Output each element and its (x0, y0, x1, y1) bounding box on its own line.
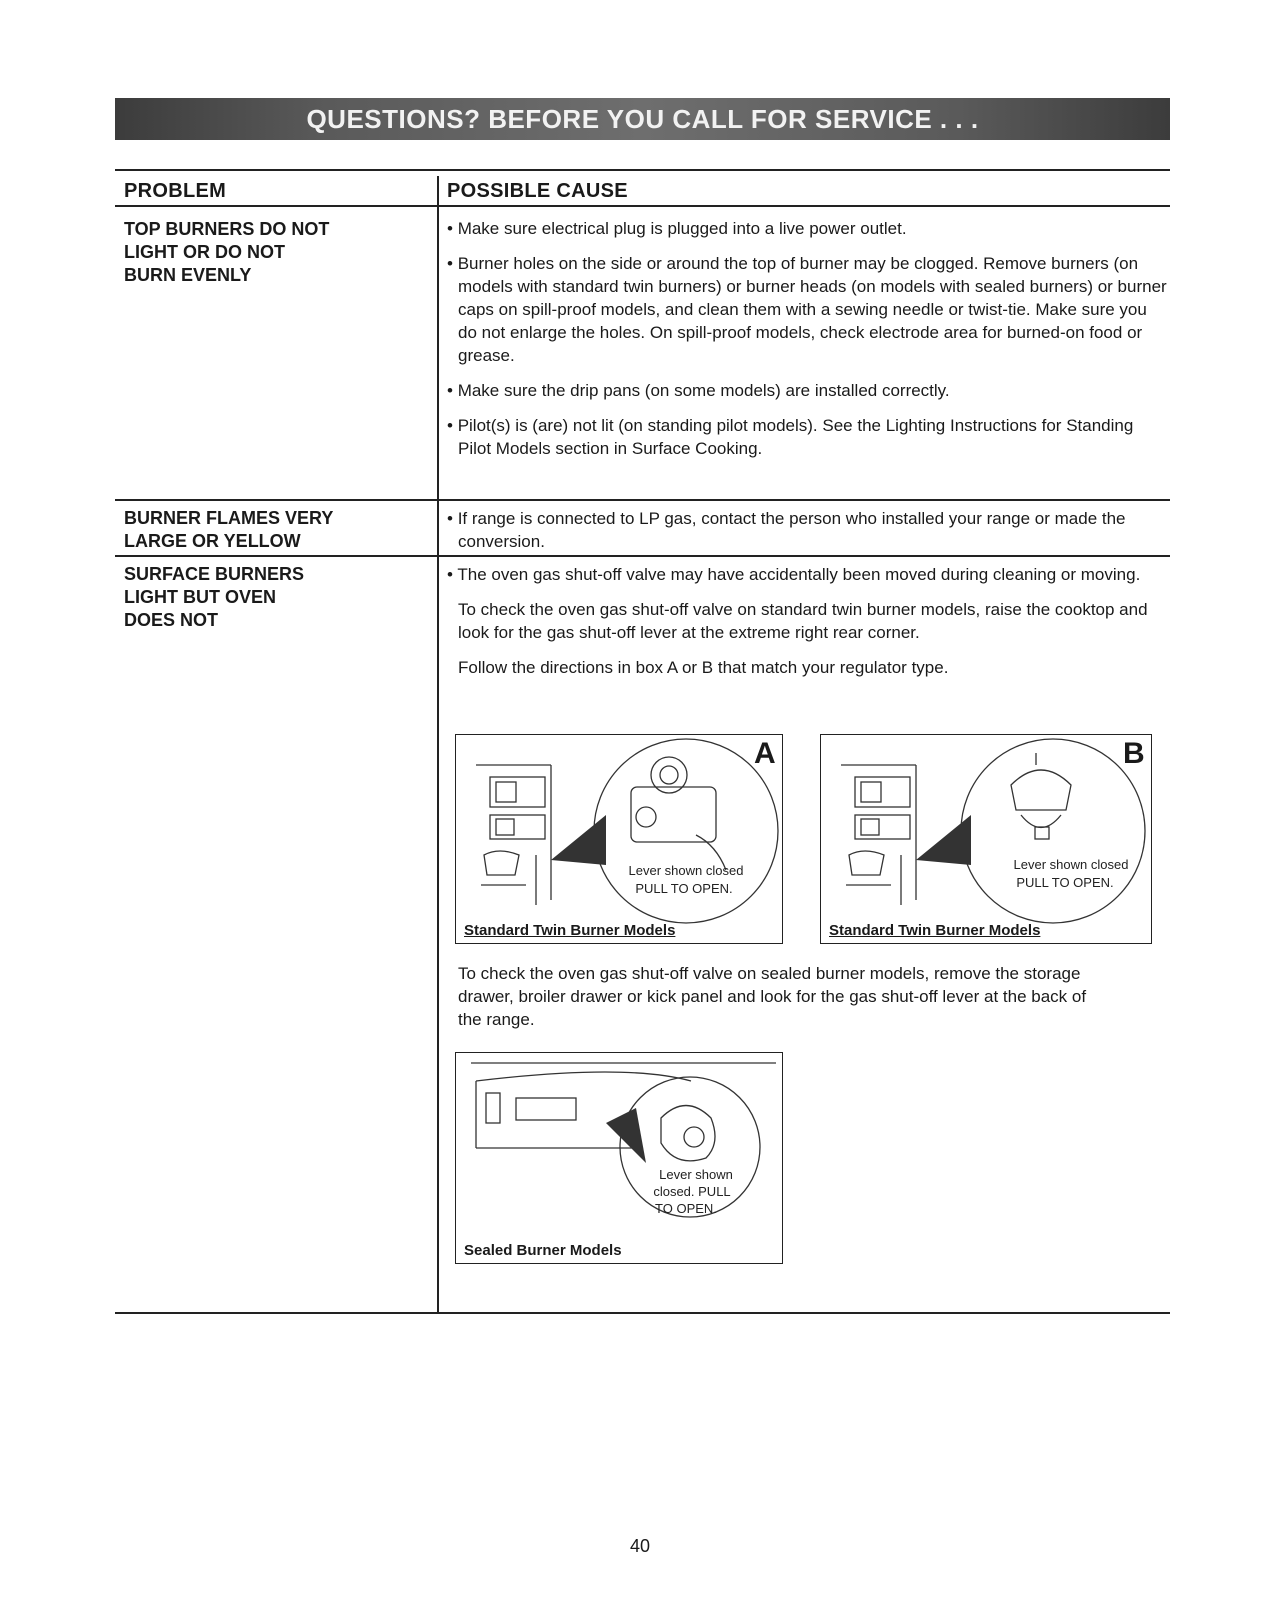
banner-title: QUESTIONS? BEFORE YOU CALL FOR SERVICE . . . (306, 103, 979, 134)
table-top-rule (115, 169, 1170, 171)
lever-label-a: Lever shown closed (628, 863, 744, 878)
row1-rule (115, 499, 1170, 501)
instruction-paragraph-sealed (447, 962, 1098, 1043)
page-number: 40 (629, 1536, 651, 1556)
cause-text: Make sure the drip pans (on some models) are installed correctly. (457, 381, 950, 400)
problem-line: LIGHT OR DO NOT (124, 242, 285, 262)
regulator-a-illustration (456, 735, 782, 943)
problem-header: PROBLEM (124, 180, 227, 202)
problem-burner-flames (124, 507, 414, 553)
cause-text: Make sure electrical plug is plugged into a live power outlet. (457, 219, 907, 238)
cause-item: • Make sure electrical plug is plugged into a live power outlet. (447, 219, 907, 238)
problem-line: TOP BURNERS DO NOT (124, 219, 330, 239)
cause-item: • If range is connected to LP gas, contact the person who installed your range or made the conversion. (447, 509, 1126, 551)
problem-top-burners (124, 218, 414, 287)
figure-b-caption: Standard Twin Burner Models (829, 922, 1041, 939)
instruction-text: To check the oven gas shut-off valve on sealed burner models, remove the storage drawer, broiler drawer or kick panel and look for the gas shut-off lever at the back of the range. (458, 964, 1087, 1029)
problem-oven-does-not-light (124, 563, 414, 632)
cause-text: The oven gas shut-off valve may have accidentally been moved during cleaning or moving. (457, 565, 1141, 584)
column-divider (437, 176, 439, 1314)
cause-item: • Burner holes on the side or around the top of burner may be clogged. Remove burners (on models with standard twin burners) or burner heads (on models with sealed burners) or burner caps on spill-proof models, and clean them with a sewing needle or twist-tie. Make sure you do not enlarge the holes. On spill-proof models, check electrode area for burned-on food or grease. (447, 254, 1167, 365)
cause-list-oven (447, 563, 1167, 691)
lever-label-b: Lever shown closed (1013, 857, 1129, 872)
table-bottom-rule (115, 1312, 1170, 1314)
pull-label-b: PULL TO OPEN. (1016, 875, 1114, 890)
regulator-b-illustration (821, 735, 1151, 943)
instruction-paragraph: To check the oven gas shut-off valve on standard twin burner models, raise the cooktop and look for the gas shut-off lever at the extreme right rear corner. (458, 600, 1148, 642)
figure-b-letter: B (1123, 737, 1145, 770)
figure-sealed (455, 1052, 783, 1264)
cause-item: • Make sure the drip pans (on some models) are installed correctly. (447, 381, 950, 400)
figure-a-caption: Standard Twin Burner Models (464, 922, 676, 939)
cause-text: Pilot(s) is (are) not lit (on standing pilot models). See the Lighting Instructions for Standing Pilot Models section in Surface Cooking. (457, 416, 1134, 458)
lever-label-c1: Lever shown (659, 1167, 733, 1182)
cause-item: • The oven gas shut-off valve may have accidentally been moved during cleaning or moving. (447, 565, 1141, 584)
problem-line: LIGHT BUT OVEN (124, 587, 276, 607)
cause-header: POSSIBLE CAUSE (447, 180, 628, 202)
cause-list-burner-flames (447, 507, 1167, 565)
figure-b (820, 734, 1152, 944)
cause-text: Burner holes on the side or around the top of burner may be clogged. Remove burners (on models with standard twin burners) or burner heads (on models with sealed burners) or burner caps on spill-proof models, and clean them with a sewing needle or twist-tie. Make sure you do not enlarge the holes. On spill-proof models, check electrode area for burned-on food or grease. (457, 254, 1167, 365)
problem-line: SURFACE BURNERS (124, 564, 305, 584)
instruction-paragraph: Follow the directions in box A or B that match your regulator type. (458, 658, 949, 677)
sealed-burner-illustration (456, 1053, 782, 1263)
figure-sealed-caption: Sealed Burner Models (464, 1242, 622, 1259)
figure-a (455, 734, 783, 944)
cause-text: If range is connected to LP gas, contact the person who installed your range or made the conversion. (457, 509, 1126, 551)
page-banner (115, 98, 1170, 140)
figure-a-letter: A (754, 737, 776, 770)
lever-label-c3: TO OPEN. (655, 1201, 717, 1216)
header-rule (115, 205, 1170, 207)
problem-line: DOES NOT (124, 610, 219, 630)
problem-line: BURN EVENLY (124, 265, 252, 285)
cause-item: • Pilot(s) is (are) not lit (on standing pilot models). See the Lighting Instructions for Standing Pilot Models section in Surface Cooking. (447, 416, 1134, 458)
pull-label-a: PULL TO OPEN. (635, 881, 733, 896)
problem-line: LARGE OR YELLOW (124, 531, 301, 551)
problem-line: BURNER FLAMES VERY (124, 508, 334, 528)
cause-list-top-burners (447, 217, 1167, 472)
lever-label-c2: closed. PULL (653, 1184, 731, 1199)
